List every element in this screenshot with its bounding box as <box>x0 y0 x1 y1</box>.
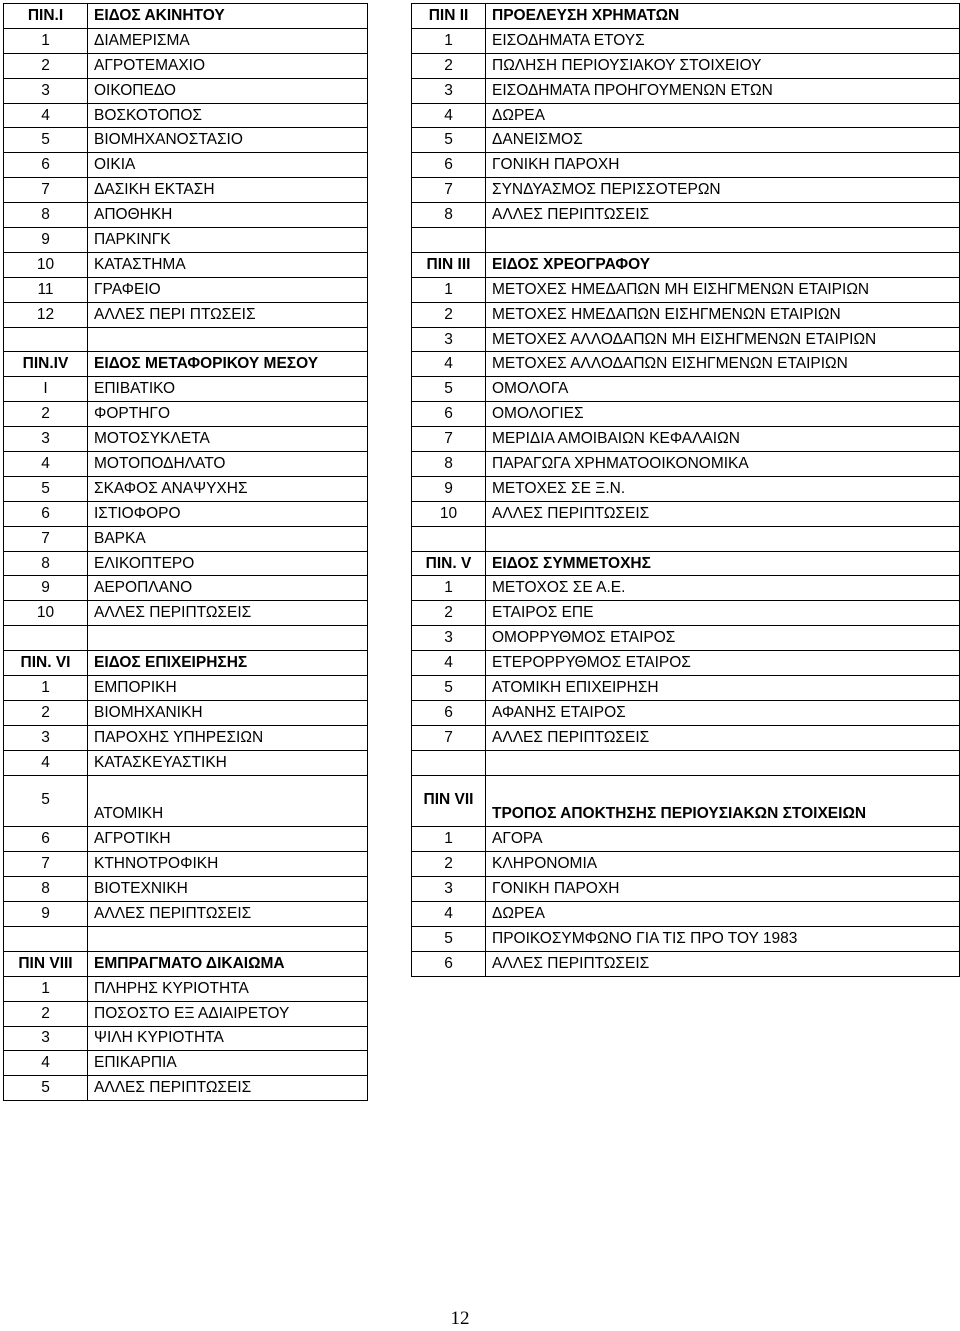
item-code: 5 <box>4 476 88 501</box>
code-row <box>412 651 960 676</box>
code-row <box>4 103 368 128</box>
code-row <box>412 427 960 452</box>
item-code: 4 <box>412 902 486 927</box>
item-label: ΑΛΛΕΣ ΠΕΡΙ ΠΤΩΣΕΙΣ <box>88 302 368 327</box>
section-code: ΠΙΝ III <box>412 252 486 277</box>
item-label: ΑΕΡΟΠΛΑΝΟ <box>88 576 368 601</box>
code-row <box>412 128 960 153</box>
code-row <box>412 178 960 203</box>
section-code: ΠΙΝ VIII <box>4 951 88 976</box>
item-code <box>4 327 88 352</box>
item-code: 2 <box>4 53 88 78</box>
code-row <box>4 576 368 601</box>
item-label: ΒΑΡΚΑ <box>88 526 368 551</box>
section-title: ΕΙΔΟΣ ΑΚΙΝΗΤΟΥ <box>88 4 368 29</box>
item-code: 11 <box>4 277 88 302</box>
item-label: ΑΛΛΕΣ ΠΕΡΙΠΤΩΣΕΙΣ <box>486 501 960 526</box>
item-code: 4 <box>412 352 486 377</box>
code-row <box>4 700 368 725</box>
item-label: ΒΙΟΜΗΧΑΝΟΣΤΑΣΙΟ <box>88 128 368 153</box>
item-label: ΟΜΟΛΟΓΑ <box>486 377 960 402</box>
item-label: ΑΓΡΟΤΙΚΗ <box>88 827 368 852</box>
section-title: ΕΙΔΟΣ ΧΡΕΟΓΡΑΦΟΥ <box>486 252 960 277</box>
item-code: 3 <box>4 725 88 750</box>
item-code: 3 <box>412 327 486 352</box>
item-code: 6 <box>4 153 88 178</box>
section-header-row <box>412 551 960 576</box>
item-code: 6 <box>412 153 486 178</box>
item-label: ΟΙΚΟΠΕΔΟ <box>88 78 368 103</box>
item-label: ΑΓΡΟΤΕΜΑΧΙΟ <box>88 53 368 78</box>
code-row <box>412 750 960 775</box>
item-code: 7 <box>412 427 486 452</box>
code-row <box>412 576 960 601</box>
item-code: 3 <box>4 78 88 103</box>
item-label: ΒΟΣΚΟΤΟΠΟΣ <box>88 103 368 128</box>
item-label: ΜΕΡΙΔΙΑ ΑΜΟΙΒΑΙΩΝ ΚΕΦΑΛΑΙΩΝ <box>486 427 960 452</box>
item-code: 4 <box>4 452 88 477</box>
code-row <box>4 1001 368 1026</box>
item-code: 8 <box>4 551 88 576</box>
section-header-row <box>412 775 960 827</box>
section-title: ΕΙΔΟΣ ΜΕΤΑΦΟΡΙΚΟΥ ΜΕΣΟΥ <box>88 352 368 377</box>
code-row <box>4 725 368 750</box>
item-label: ΠΟΣΟΣΤΟ ΕΞ ΑΔΙΑΙΡΕΤΟΥ <box>88 1001 368 1026</box>
code-row <box>4 501 368 526</box>
item-code: 6 <box>412 700 486 725</box>
item-label <box>486 750 960 775</box>
item-label: ΜΕΤΟΧΕΣ ΗΜΕΔΑΠΩΝ ΜΗ ΕΙΣΗΓΜΕΝΩΝ ΕΤΑΙΡΙΩΝ <box>486 277 960 302</box>
item-label: ΑΛΛΕΣ ΠΕΡΙΠΤΩΣΕΙΣ <box>88 902 368 927</box>
item-label: ΠΡΟΙΚΟΣΥΜΦΩΝΟ ΓΙΑ ΤΙΣ ΠΡΟ ΤΟΥ 1983 <box>486 926 960 951</box>
item-code: 1 <box>412 576 486 601</box>
item-label: ΜΕΤΟΧΟΣ ΣΕ Α.Ε. <box>486 576 960 601</box>
item-code: 1 <box>412 277 486 302</box>
section-code: ΠΙΝ.IV <box>4 352 88 377</box>
section-title: ΠΡΟΕΛΕΥΣΗ ΧΡΗΜΑΤΩΝ <box>486 4 960 29</box>
item-code: 5 <box>412 926 486 951</box>
code-row <box>4 277 368 302</box>
code-row <box>4 526 368 551</box>
code-row <box>4 676 368 701</box>
item-code: 1 <box>412 28 486 53</box>
item-code: 4 <box>4 103 88 128</box>
code-row <box>4 128 368 153</box>
code-row <box>4 402 368 427</box>
code-row <box>412 452 960 477</box>
item-label: ΜΕΤΟΧΕΣ ΑΛΛΟΔΑΠΩΝ ΕΙΣΗΓΜΕΝΩΝ ΕΤΑΙΡΙΩΝ <box>486 352 960 377</box>
section-title: ΕΜΠΡΑΓΜΑΤΟ ΔΙΚΑΙΩΜΑ <box>88 951 368 976</box>
item-code <box>4 926 88 951</box>
item-code: 6 <box>4 501 88 526</box>
item-label: ΠΑΡΟΧΗΣ ΥΠΗΡΕΣΙΩΝ <box>88 725 368 750</box>
code-row <box>412 601 960 626</box>
item-label: ΑΛΛΕΣ ΠΕΡΙΠΤΩΣΕΙΣ <box>486 951 960 976</box>
item-label: ΠΑΡΚΙΝΓΚ <box>88 228 368 253</box>
item-code <box>412 228 486 253</box>
section-header-row <box>412 4 960 29</box>
item-label: ΑΠΟΘΗΚΗ <box>88 203 368 228</box>
section-header-row <box>412 252 960 277</box>
item-code: 1 <box>4 976 88 1001</box>
item-label: ΜΕΤΟΧΕΣ ΣΕ Ξ.Ν. <box>486 476 960 501</box>
code-row <box>412 926 960 951</box>
item-label: ΠΩΛΗΣΗ ΠΕΡΙΟΥΣΙΑΚΟΥ ΣΤΟΙΧΕΙΟΥ <box>486 53 960 78</box>
item-label: ΚΑΤΑΣΚΕΥΑΣΤΙΚΗ <box>88 750 368 775</box>
code-row <box>4 53 368 78</box>
item-code: 9 <box>4 228 88 253</box>
code-row <box>412 626 960 651</box>
left-code-table <box>3 3 368 1101</box>
item-code: I <box>4 377 88 402</box>
item-label: ΜΕΤΟΧΕΣ ΗΜΕΔΑΠΩΝ ΕΙΣΗΓΜΕΝΩΝ ΕΤΑΙΡΙΩΝ <box>486 302 960 327</box>
item-code <box>4 626 88 651</box>
item-label: ΟΙΚΙΑ <box>88 153 368 178</box>
code-row <box>4 28 368 53</box>
code-row <box>4 926 368 951</box>
code-row <box>412 501 960 526</box>
section-title: ΕΙΔΟΣ ΣΥΜΜΕΤΟΧΗΣ <box>486 551 960 576</box>
item-label: ΕΙΣΟΔΗΜΑΤΑ ΕΤΟΥΣ <box>486 28 960 53</box>
item-code: 5 <box>412 676 486 701</box>
code-row <box>412 476 960 501</box>
item-code: 7 <box>4 852 88 877</box>
code-row <box>412 28 960 53</box>
item-label: ΑΛΛΕΣ ΠΕΡΙΠΤΩΣΕΙΣ <box>88 601 368 626</box>
code-row <box>4 1051 368 1076</box>
code-row <box>4 750 368 775</box>
section-header-row <box>4 651 368 676</box>
code-row <box>4 377 368 402</box>
item-label: ΕΙΣΟΔΗΜΑΤΑ ΠΡΟΗΓΟΥΜΕΝΩΝ ΕΤΩΝ <box>486 78 960 103</box>
code-row <box>412 228 960 253</box>
item-label: ΠΛΗΡΗΣ ΚΥΡΙΟΤΗΤΑ <box>88 976 368 1001</box>
item-label <box>88 327 368 352</box>
item-label: ΒΙΟΤΕΧΝΙΚΗ <box>88 877 368 902</box>
item-label: ΕΠΙΚΑΡΠΙΑ <box>88 1051 368 1076</box>
code-row <box>4 902 368 927</box>
item-code <box>412 750 486 775</box>
item-code: 2 <box>412 53 486 78</box>
code-row <box>412 103 960 128</box>
code-row <box>412 526 960 551</box>
item-label <box>88 626 368 651</box>
code-row <box>412 377 960 402</box>
code-row <box>4 327 368 352</box>
code-row <box>4 775 368 827</box>
item-label: ΦΟΡΤΗΓΟ <box>88 402 368 427</box>
code-row <box>4 178 368 203</box>
item-code: 1 <box>4 676 88 701</box>
section-code: ΠΙΝ. V <box>412 551 486 576</box>
item-label: ΙΣΤΙΟΦΟΡΟ <box>88 501 368 526</box>
item-code: 2 <box>412 852 486 877</box>
item-label: ΑΤΟΜΙΚΗ ΕΠΙΧΕΙΡΗΣΗ <box>486 676 960 701</box>
item-code: 3 <box>412 877 486 902</box>
section-title: ΤΡΟΠΟΣ ΑΠΟΚΤΗΣΗΣ ΠΕΡΙΟΥΣΙΑΚΩΝ ΣΤΟΙΧΕΙΩΝ <box>486 775 960 827</box>
code-row <box>4 551 368 576</box>
code-row <box>4 476 368 501</box>
item-label <box>88 926 368 951</box>
item-code: 3 <box>4 1026 88 1051</box>
section-header-row <box>4 4 368 29</box>
code-row <box>412 78 960 103</box>
code-row <box>4 976 368 1001</box>
item-code <box>412 526 486 551</box>
item-label: ΣΚΑΦΟΣ ΑΝΑΨΥΧΗΣ <box>88 476 368 501</box>
page-number: 12 <box>450 1308 470 1329</box>
item-label: ΚΤΗΝΟΤΡΟΦΙΚΗ <box>88 852 368 877</box>
item-code: 7 <box>4 526 88 551</box>
item-code: 3 <box>412 78 486 103</box>
item-code: 10 <box>4 252 88 277</box>
item-code: 5 <box>412 377 486 402</box>
code-row <box>4 601 368 626</box>
item-code: 12 <box>4 302 88 327</box>
item-code: 2 <box>412 302 486 327</box>
section-code: ΠΙΝ II <box>412 4 486 29</box>
code-row <box>412 302 960 327</box>
code-row <box>4 852 368 877</box>
code-row <box>412 902 960 927</box>
item-label: ΔΩΡΕΑ <box>486 902 960 927</box>
code-row <box>412 153 960 178</box>
code-row <box>412 700 960 725</box>
code-row <box>4 877 368 902</box>
item-code: 8 <box>412 452 486 477</box>
item-code: 6 <box>412 951 486 976</box>
item-code: 8 <box>4 877 88 902</box>
section-header-row <box>4 951 368 976</box>
item-label: ΓΟΝΙΚΗ ΠΑΡΟΧΗ <box>486 877 960 902</box>
item-label: ΣΥΝΔΥΑΣΜΟΣ ΠΕΡΙΣΣΟΤΕΡΩΝ <box>486 178 960 203</box>
code-row <box>412 877 960 902</box>
section-code: ΠΙΝ VII <box>412 775 486 827</box>
right-code-table <box>411 3 960 977</box>
code-row <box>4 827 368 852</box>
item-label: ΜΟΤΟΣΥΚΛΕΤΑ <box>88 427 368 452</box>
item-label: ΟΜΟΡΡΥΘΜΟΣ ΕΤΑΙΡΟΣ <box>486 626 960 651</box>
code-row <box>4 302 368 327</box>
item-code: 4 <box>4 1051 88 1076</box>
code-row <box>4 427 368 452</box>
code-row <box>412 53 960 78</box>
item-label: ΔΩΡΕΑ <box>486 103 960 128</box>
code-row <box>412 402 960 427</box>
item-code: 4 <box>412 651 486 676</box>
item-label: ΕΤΕΡΟΡΡΥΘΜΟΣ ΕΤΑΙΡΟΣ <box>486 651 960 676</box>
item-code: 10 <box>4 601 88 626</box>
code-row <box>412 203 960 228</box>
item-code: 5 <box>412 128 486 153</box>
item-label: ΓΡΑΦΕΙΟ <box>88 277 368 302</box>
item-code: 1 <box>4 28 88 53</box>
code-row <box>4 1076 368 1101</box>
item-code: 5 <box>4 1076 88 1101</box>
code-row <box>4 228 368 253</box>
code-row <box>412 725 960 750</box>
code-row <box>412 277 960 302</box>
item-label: ΔΑΝΕΙΣΜΟΣ <box>486 128 960 153</box>
code-row <box>4 626 368 651</box>
item-code: 6 <box>4 827 88 852</box>
item-code: 10 <box>412 501 486 526</box>
item-code: 5 <box>4 775 88 827</box>
code-row <box>412 676 960 701</box>
item-code: 2 <box>412 601 486 626</box>
item-code: 2 <box>4 402 88 427</box>
item-label: ΕΠΙΒΑΤΙΚΟ <box>88 377 368 402</box>
item-label: ΓΟΝΙΚΗ ΠΑΡΟΧΗ <box>486 153 960 178</box>
item-code: 7 <box>412 725 486 750</box>
item-label: ΠΑΡΑΓΩΓΑ ΧΡΗΜΑΤΟΟΙΚΟΝΟΜΙΚΑ <box>486 452 960 477</box>
section-title: ΕΙΔΟΣ ΕΠΙΧΕΙΡΗΣΗΣ <box>88 651 368 676</box>
item-code: 7 <box>4 178 88 203</box>
item-label: ΔΙΑΜΕΡΙΣΜΑ <box>88 28 368 53</box>
code-row <box>4 78 368 103</box>
item-code: 9 <box>412 476 486 501</box>
code-row <box>4 452 368 477</box>
item-label: ΒΙΟΜΗΧΑΝΙΚΗ <box>88 700 368 725</box>
code-row <box>412 327 960 352</box>
code-row <box>4 153 368 178</box>
item-label: ΑΛΛΕΣ ΠΕΡΙΠΤΩΣΕΙΣ <box>486 725 960 750</box>
section-code: ΠΙΝ.I <box>4 4 88 29</box>
item-code: 3 <box>412 626 486 651</box>
item-label: ΑΦΑΝΗΣ ΕΤΑΙΡΟΣ <box>486 700 960 725</box>
item-label: ΚΑΤΑΣΤΗΜΑ <box>88 252 368 277</box>
section-header-row <box>4 352 368 377</box>
item-code: 4 <box>4 750 88 775</box>
item-label <box>486 526 960 551</box>
item-label: ΑΛΛΕΣ ΠΕΡΙΠΤΩΣΕΙΣ <box>486 203 960 228</box>
item-label: ΨΙΛΗ ΚΥΡΙΟΤΗΤΑ <box>88 1026 368 1051</box>
code-row <box>412 352 960 377</box>
item-code: 9 <box>4 902 88 927</box>
item-label: ΑΤΟΜΙΚΗ <box>88 775 368 827</box>
code-row <box>4 1026 368 1051</box>
item-code: 8 <box>4 203 88 228</box>
item-label: ΜΟΤΟΠΟΔΗΛΑΤΟ <box>88 452 368 477</box>
item-label: ΕΤΑΙΡΟΣ ΕΠΕ <box>486 601 960 626</box>
item-code: 4 <box>412 103 486 128</box>
item-label: ΑΛΛΕΣ ΠΕΡΙΠΤΩΣΕΙΣ <box>88 1076 368 1101</box>
item-label: ΚΛΗΡΟΝΟΜΙΑ <box>486 852 960 877</box>
item-label: ΟΜΟΛΟΓΙΕΣ <box>486 402 960 427</box>
item-code: 6 <box>412 402 486 427</box>
item-code: 1 <box>412 827 486 852</box>
code-row <box>412 852 960 877</box>
item-code: 8 <box>412 203 486 228</box>
item-code: 9 <box>4 576 88 601</box>
code-row <box>412 951 960 976</box>
item-label: ΜΕΤΟΧΕΣ ΑΛΛΟΔΑΠΩΝ ΜΗ ΕΙΣΗΓΜΕΝΩΝ ΕΤΑΙΡΙΩΝ <box>486 327 960 352</box>
item-label: ΕΛΙΚΟΠΤΕΡΟ <box>88 551 368 576</box>
item-label: ΑΓΟΡΑ <box>486 827 960 852</box>
item-code: 2 <box>4 1001 88 1026</box>
item-code: 7 <box>412 178 486 203</box>
item-code: 5 <box>4 128 88 153</box>
item-label: ΕΜΠΟΡΙΚΗ <box>88 676 368 701</box>
item-code: 3 <box>4 427 88 452</box>
item-label <box>486 228 960 253</box>
code-row <box>4 252 368 277</box>
section-code: ΠΙΝ. VI <box>4 651 88 676</box>
item-code: 2 <box>4 700 88 725</box>
code-row <box>412 827 960 852</box>
code-row <box>4 203 368 228</box>
item-label: ΔΑΣΙΚΗ ΕΚΤΑΣΗ <box>88 178 368 203</box>
